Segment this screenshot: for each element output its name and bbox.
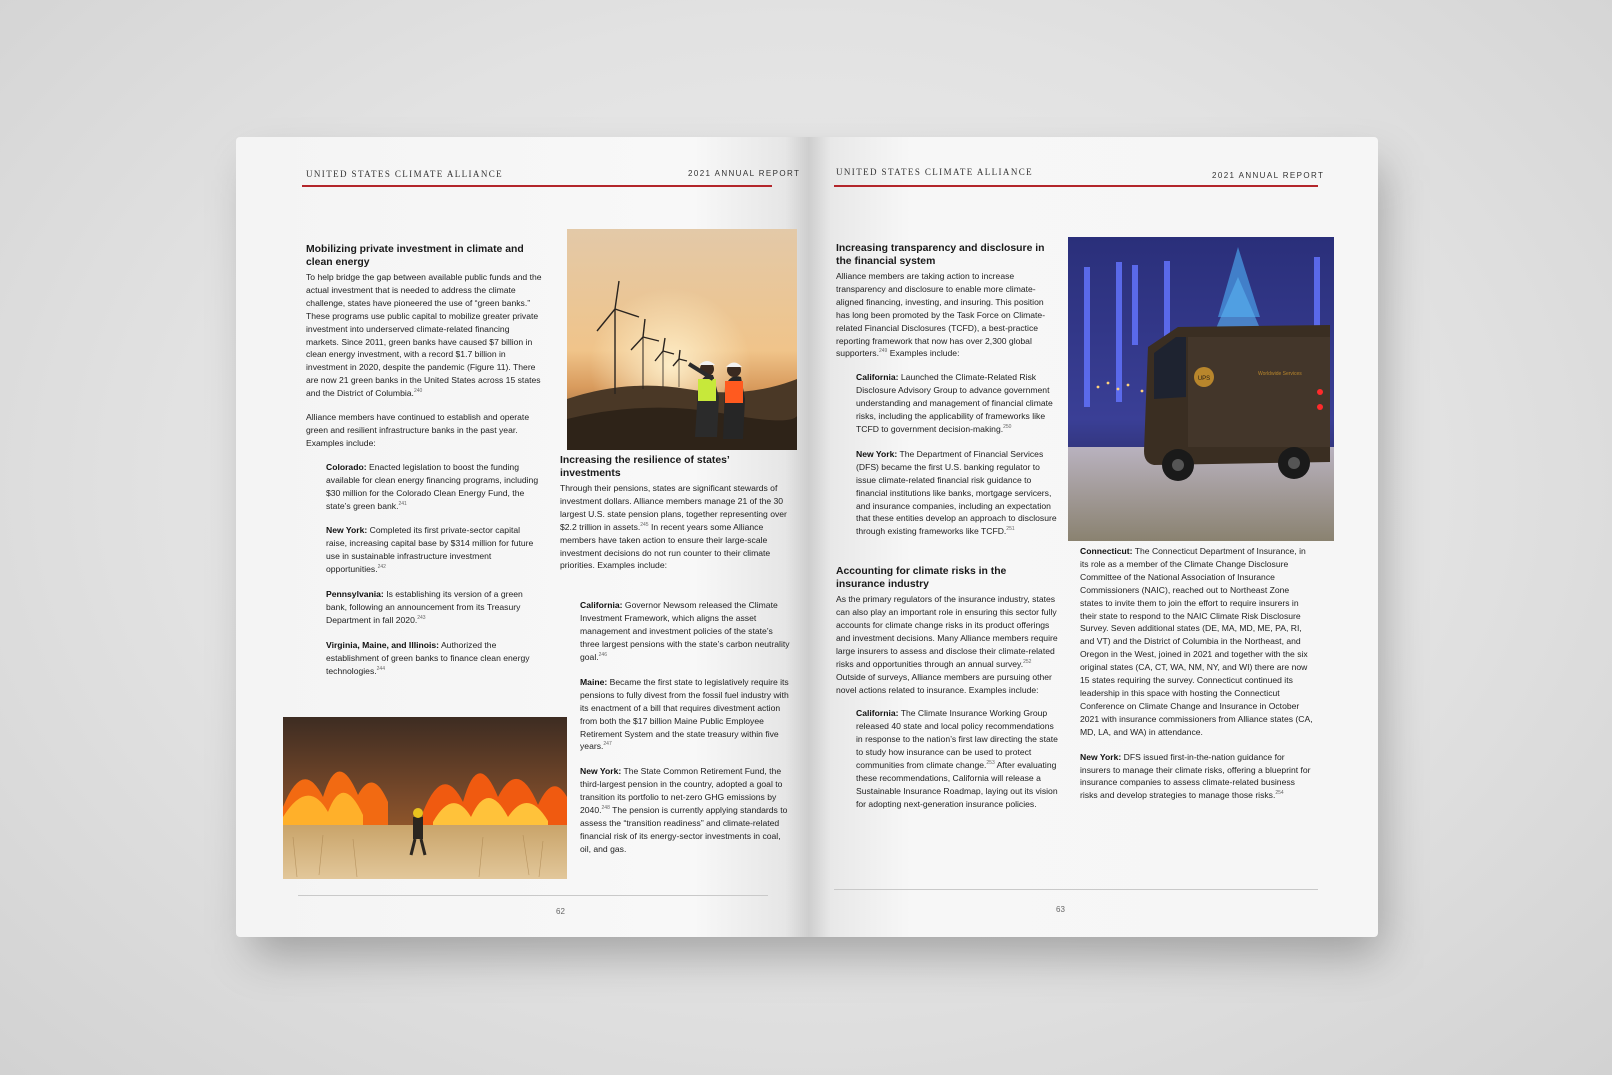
example-item: Colorado: Enacted legislation to boost the funding available for clean energy financing programs, including $30 million for the Colorado Clean Energy Fund, the state’s green bank.$^{241}$ [326, 461, 539, 511]
example-item: Pennsylvania: Is establishing its version of a green bank, following an announcement from its Treasury Department in fall 2020.$^{243}$ [326, 589, 523, 625]
example-item: New York: DFS issued first-in-the-nation guidance for insurers to manage their climate risks, offering a blueprint for insurance companies to assess climate-related business risks and develop strategies to manage those risks.$^{254}$ [1080, 751, 1311, 801]
body-paragraph: Alliance members are taking action to increase transparency and disclosure to enable more climate-aligned financing, investing, and insuring. This position has long been promoted by the Task Force on Climate-related Financial Disclosures (TCFD), a best-practice reporting framework that now has over 2,300 global supporters.$^{249}$ Examples include: [836, 271, 1046, 359]
page-number: 63 [1056, 905, 1065, 914]
example-item: New York: The State Common Retirement Fund, the third-largest pension in the country, adopted a goal to transition its portfolio to net-zero GHG emissions by 2040.$^{248}$ The pension is currently applying standards to assess the “transition readiness” and climate-related financial risk of its energy-sector investments in coal, oil, and gas. [580, 766, 788, 854]
section-heading: Increasing transparency and disclosure in the financial system [836, 243, 1045, 267]
section-heading: Mobilizing private investment in climate and clean energy [306, 244, 524, 268]
example-item: New York: The Department of Financial Services (DFS) became the first U.S. banking regulator to issue climate-related financial risk guidance to financial institutions like banks, mortgage servicers, and insurance companies, including an expectation that these entities develop an approach to disclosure through existing frameworks like TCFD.$^{251}$ [856, 448, 1057, 537]
example-item: Maine: Became the first state to legislatively require its pensions to fully divest from the fossil fuel industry with its enactment of a bill that requires divestment action from both the $17 billion Maine Public Employee Retirement System and the state treasury within five years.$^{247}$ [580, 676, 789, 752]
left-page [236, 137, 808, 937]
running-head-report: 2021 ANNUAL REPORT [688, 169, 801, 178]
body-paragraph: As the primary regulators of the insurance industry, states can also play an important role in ensuring this sector fully accounts for climate change risks in its product offerings and investment decisions. Many Alliance members require large insurers to assess and disclose their climate-related risks and opportunities through an annual survey.$^{252}$ Outside of surveys, Alliance members are pursuing other novel actions related to insurance. Examples include: [836, 594, 1058, 695]
body-paragraph: To help bridge the gap between available public funds and the actual investment that is needed to address the climate challenge, states have pioneered the use of “green banks.” These programs use public capital to mobilize greater private investment into underserved climate-related financing markets. Since 2011, green banks have caused $7 billion in clean energy investment, with a record $1.7 billion in investment in 2020, despite the pandemic (Figure 11). There are now 21 green banks in the United States across 15 states and the District of Columbia.$^{240}$ [306, 272, 542, 399]
example-item: California: Launched the Climate-Related Risk Disclosure Advisory Group to advance government understanding and management of financial climate risks, including the applicability of frameworks like TCFD to government decision-making.$^{250}$ [856, 372, 1053, 434]
page-number: 62 [556, 907, 565, 916]
left-column-2 [560, 455, 790, 868]
example-item: California: The Climate Insurance Working Group released 40 state and local policy recommendations in response to the nation’s first law directing the state to study how insurance can be used to protect communities from climate change.$^{253}$ After evaluating these recommendations, California will release a Sustainable Insurance Roadmap, laying out its vision for adopting next-generation insurance policies. [856, 708, 1058, 809]
example-item: New York: Completed its first private-sector capital raise, increasing capital base by $314 million for future use in sustainable infrastructure investment opportunities.$^{242}$ [326, 525, 534, 575]
body-paragraph: Alliance members have continued to establish and operate green and resilient infrastructure banks in the past year. Examples include: [306, 412, 530, 448]
section-heading: Increasing the resilience of states’ investments [560, 455, 730, 479]
running-head-org: UNITED STATES CLIMATE ALLIANCE [836, 167, 1034, 177]
example-item: Virginia, Maine, and Illinois: Authorized the establishment of green banks to finance clean energy technologies.$^{244}$ [326, 639, 530, 676]
example-item: California: Governor Newsom released the Climate Investment Framework, which aligns the asset management and investment policies of the state’s three largest pensions with the state’s carbon neutrality goal.$^{246}$ [580, 600, 790, 662]
wildfire-photo [283, 717, 567, 879]
body-paragraph: Through their pensions, states are significant stewards of investment dollars. Alliance members manage 21 of the 30 largest U.S. state pension plans, together representing over $2.2 trillion in assets.$^{245}$ In recent years some Alliance members have taken action to ensure their large-scale investment decisions do not run counter to their climate priorities. Examples include: [560, 483, 787, 571]
footer-rule [834, 889, 1318, 890]
example-item: Connecticut: The Connecticut Department of Insurance, in its role as a member of the Climate Change Disclosure Committee of the National Association of Insurance Commissioners (NAIC), reached out to Northeast Zone states to invite them to join the effort to require insurers in their state to respond to the NAIC Climate Risk Disclosure Survey. Seven additional states (DE, MA, MD, ME, PA, RI, and VT) and the District of Columbia in the Northeast, and Oregon in the West, joined in 2021 and together with the six original states (CA, CT, WA, NM, NY, and WI) there are now 15 states requiring the survey. Connecticut continued its leadership in this space with hosting the Connecticut Conference on Climate Change and Insurance in October 2021 with insurance commissioners from Alliance states (CA, MD, LA, and WA) in attendance. [1080, 546, 1313, 737]
truck-logo: UPS [1197, 376, 1211, 382]
running-head-org: UNITED STATES CLIMATE ALLIANCE [306, 169, 504, 179]
right-column-1 [836, 243, 1058, 823]
right-page [808, 137, 1378, 937]
header-rule [302, 185, 772, 187]
footer-rule [298, 895, 768, 896]
section-heading: Accounting for climate risks in the insurance industry [836, 566, 1007, 590]
truck-side-text: Worldwide Services [1258, 371, 1302, 377]
header-rule [834, 185, 1318, 187]
left-column-1 [306, 244, 542, 689]
running-head-report: 2021 ANNUAL REPORT [1212, 171, 1325, 180]
wind-turbine-photo [567, 229, 797, 450]
delivery-truck-photo [1068, 237, 1334, 541]
right-column-2 [1080, 545, 1314, 814]
